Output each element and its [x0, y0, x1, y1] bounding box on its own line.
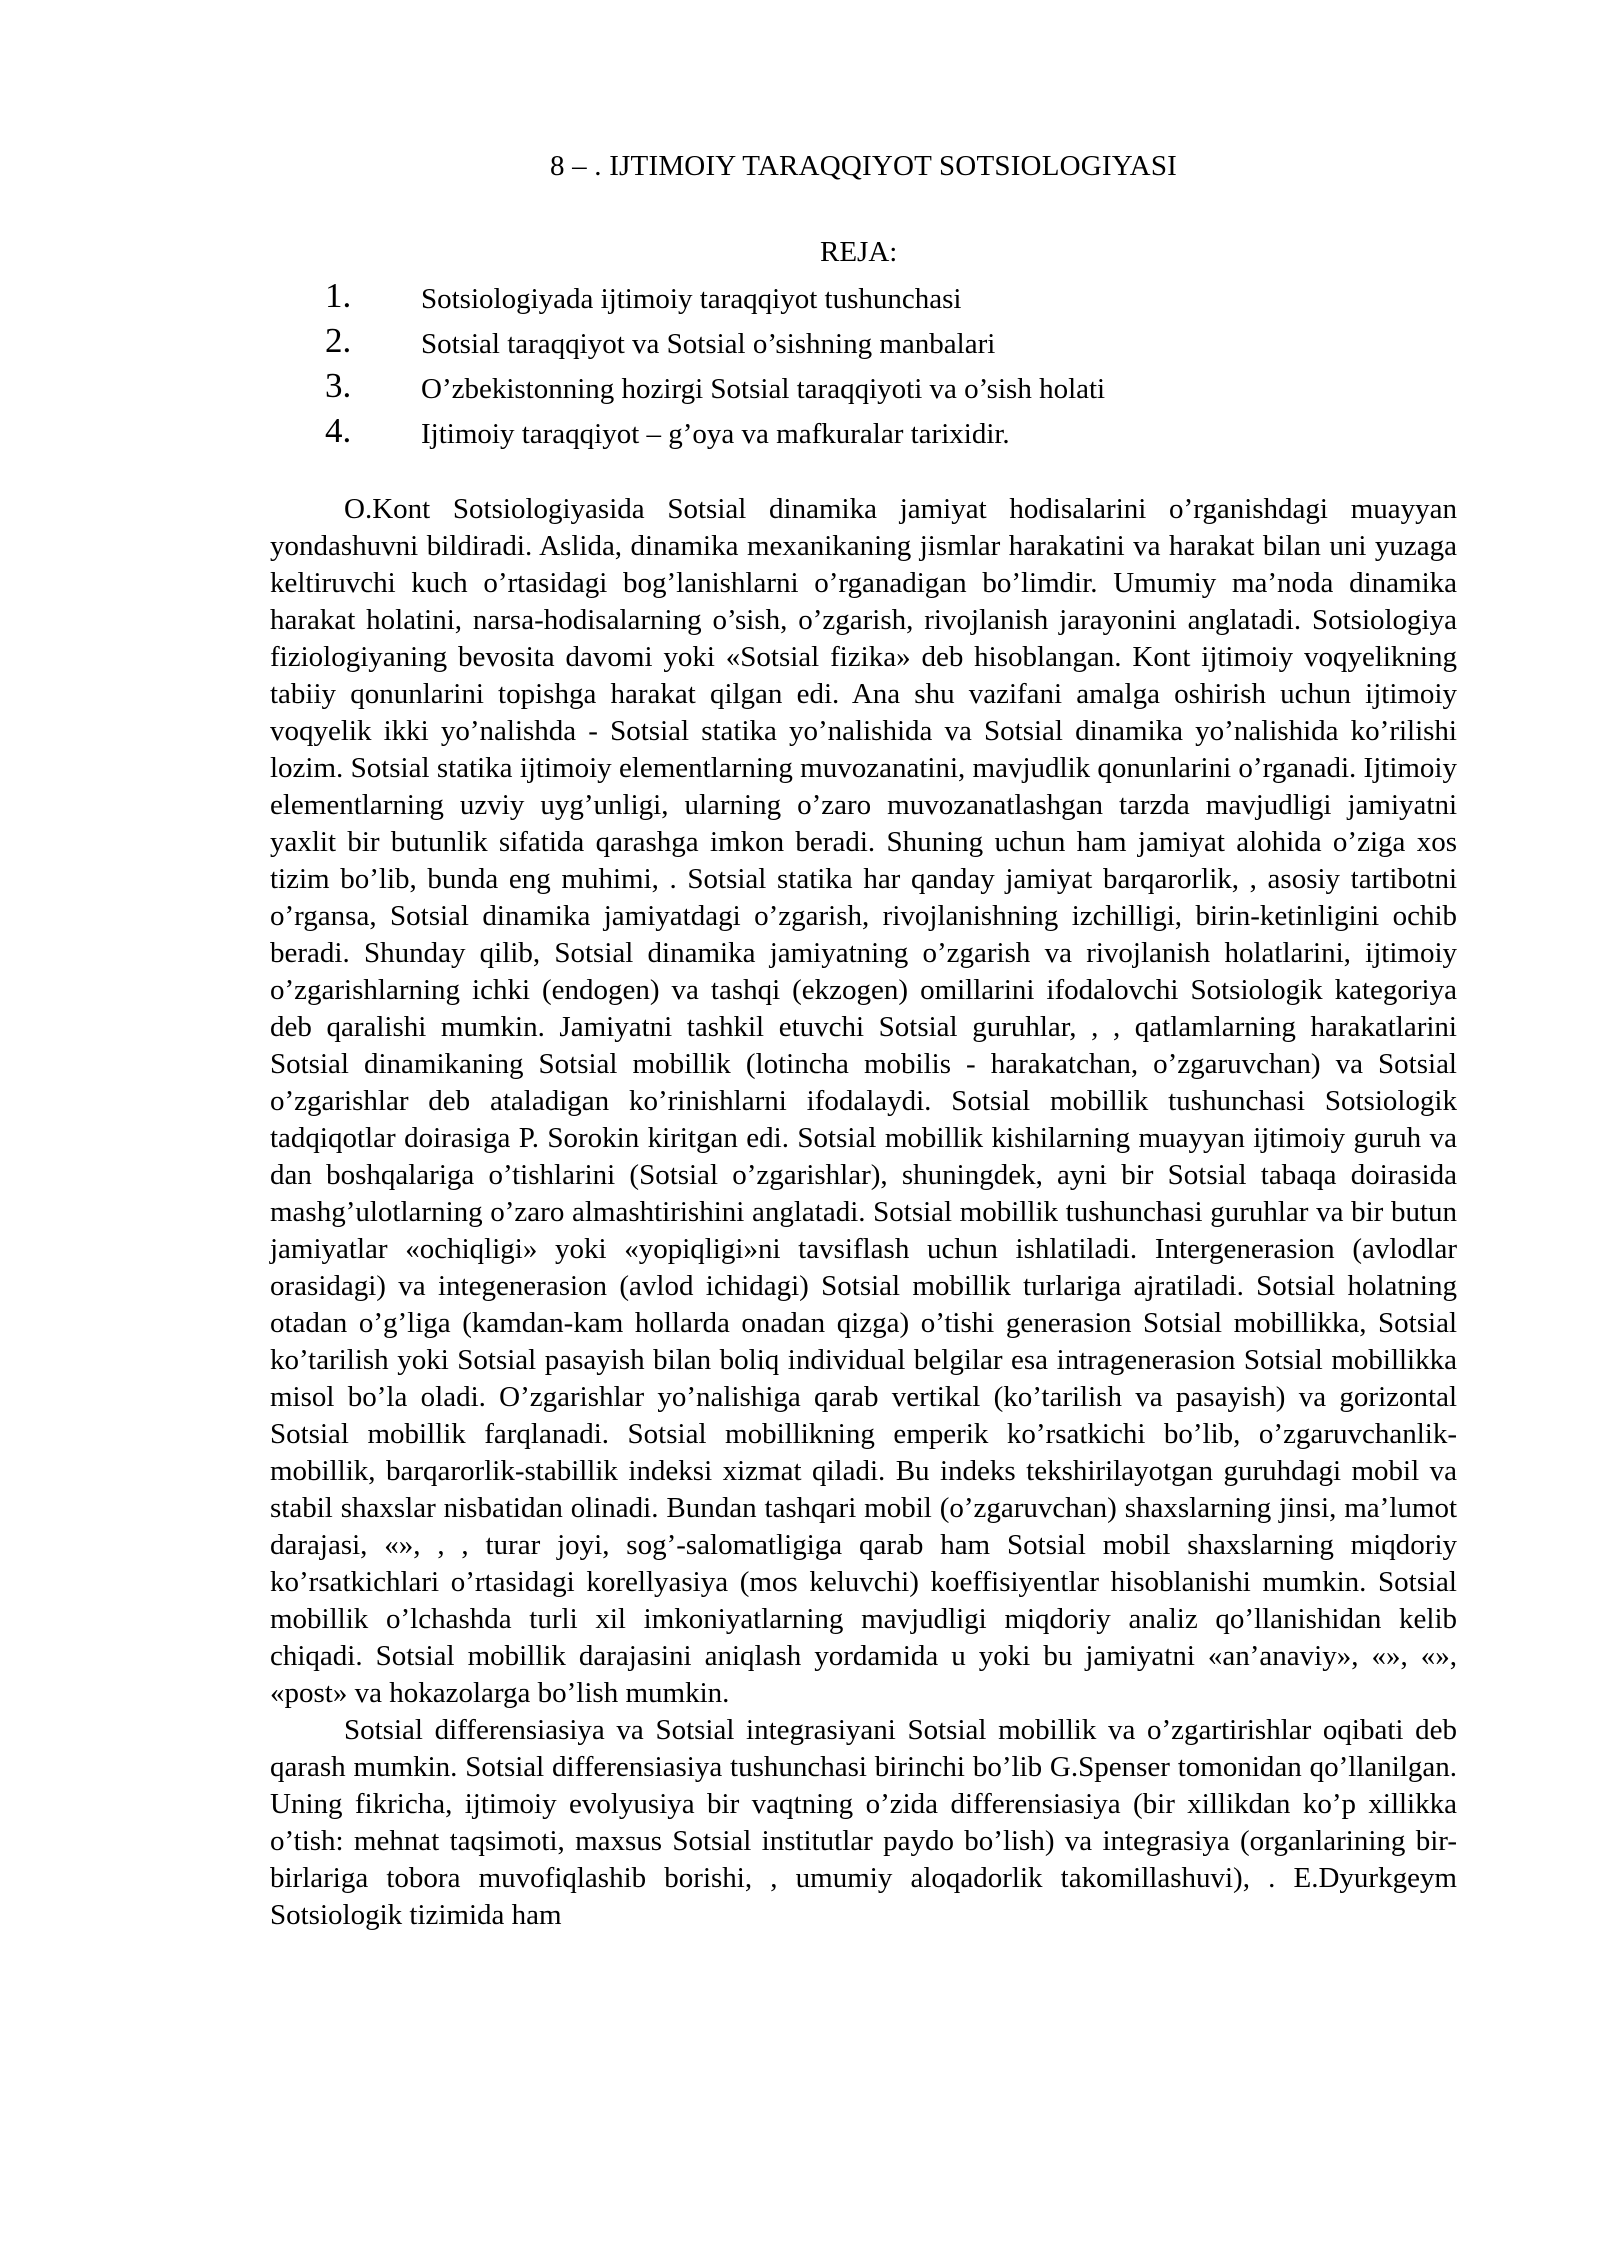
plan-item-number: 1.: [325, 276, 352, 315]
plan-item-text: Sotsial taraqqiyot va Sotsial o’sishning manbalari: [421, 328, 996, 360]
plan-heading: REJA:: [820, 236, 898, 268]
plan-item-text: Sotsiologiyada ijtimoiy taraqqiyot tushunchasi: [421, 283, 962, 315]
paragraph: Sotsial differensiasiya va Sotsial integrasiyani Sotsial mobillik va o’zgartirishlar oqibati deb qarash mumkin. Sotsial differensiasiya tushunchasi birinchi bo’lib G.Spenser tomonidan qo’llanilgan. Uning fikricha, ijtimoiy evolyusiya bir vaqtning o’zida differensiasiya (bir xillikdan ko’p xillikka o’tish: mehnat taqsimoti, maxsus Sotsial institutlar paydo bo’lish) va integrasiya (organlarining bir-birlariga tobora muvofiqlashib borishi, , umumiy aloqadorlik takomillashuvi), . E.Dyurkgeym Sotsiologik tizimida ham: [270, 1714, 1457, 1931]
plan-item-number: 4.: [325, 411, 352, 450]
paragraph: O.Kont Sotsiologiyasida Sotsial dinamika jamiyat hodisalarini o’rganishdagi muayyan yondashuvni bildiradi. Aslida, dinamika mexanikaning jismlar harakatini va harakat bilan uni yuzaga keltiruvchi kuch o’rtasidagi bog’lanishlarni o’rganadigan bo’limdir. Umumiy ma’noda dinamika harakat holatini, narsa-hodisalarning o’sish, o’zgarish, rivojlanish jarayonini anglatadi. Sotsiologiya fiziologiyaning bevosita davomi yoki «Sotsial fizika» deb hisoblangan. Kont ijtimoiy voqyelikning tabiiy qonunlarini topishga harakat qilgan edi. Ana shu vazifani amalga oshirish uchun ijtimoiy voqyelik ikki yo’nalishda - Sotsial statika yo’nalishida va Sotsial dinamika yo’nalishida ko’rilishi lozim. Sotsial statika ijtimoiy elementlarning muvozanatini, mavjudlik qonunlarini o’rganadi. Ijtimoiy elementlarning uzviy uyg’unligi, ularning o’zaro muvozanatlashgan tarzda mavjudligi jamiyatni yaxlit bir butunlik sifatida qarashga imkon beradi. Shuning uchun ham jamiyat alohida o’ziga xos tizim bo’lib, bunda eng muhimi, . Sotsial statika har qanday jamiyat barqarorlik, , asosiy tartibotni o’rgansa, Sotsial dinamika jamiyatdagi o’zgarish, rivojlanishning izchilligi, birin-ketinligini ochib beradi. Shunday qilib, Sotsial dinamika jamiyatning o’zgarish va rivojlanish holatlarini, ijtimoiy o’zgarishlarning ichki (endogen) va tashqi (ekzogen) omillarini ifodalovchi Sotsiologik kategoriya deb qaralishi mumkin. Jamiyatni tashkil etuvchi Sotsial guruhlar, , , qatlamlarning harakatlarini Sotsial dinamikaning Sotsial mobillik (lotincha mobilis - harakatchan, o’zgaruvchan) va Sotsial o’zgarishlar deb ataladigan ko’rinishlarni ifodalaydi. Sotsial mobillik tushunchasi Sotsiologik tadqiqotlar doirasiga P. Sorokin kiritgan edi. Sotsial mobillik kishilarning muayyan ijtimoiy guruh va dan boshqalariga o’tishlarini (Sotsial o’zgarishlar), shuningdek, ayni bir Sotsial tabaqa doirasida mashg’ulotlarning o’zaro almashtirishini anglatadi. Sotsial mobillik tushunchasi guruhlar va bir butun jamiyatlar «ochiqligi» yoki «yopiqligi»ni tavsiflash uchun ishlatiladi. Intergenerasion (avlodlar orasidagi) va integenerasion (avlod ichidagi) Sotsial mobillik turlariga ajratiladi. Sotsial holatning otadan o’g’liga (kamdan-kam hollarda onadan qizga) o’tishi generasion Sotsial mobillikka, Sotsial ko’tarilish yoki Sotsial pasayish bilan boliq individual belgilar esa intragenerasion Sotsial mobillikka misol bo’la oladi. O’zgarishlar yo’nalishiga qarab vertikal (ko’tarilish va pasayish) va gorizontal Sotsial mobillik farqlanadi. Sotsial mobillikning emperik ko’rsatkichi bo’lib, o’zgaruvchanlik-mobillik, barqarorlik-stabillik indeksi xizmat qiladi. Bu indeks tekshirilayotgan guruhdagi mobil va stabil shaxslar nisbatidan olinadi. Bundan tashqari mobil (o’zgaruvchan) shaxslarning jinsi, ma’lumot darajasi, «», , , turar joyi, sog’-salomatligiga qarab ham Sotsial mobil shaxslarning miqdoriy ko’rsatkichlari o’rtasidagi korellyasiya (mos keluvchi) koeffisiyentlar hisoblanishi mumkin. Sotsial mobillik o’lchashda turli xil imkoniyatlarning mavjudligi miqdoriy analiz qo’llanishidan kelib chiqadi. Sotsial mobillik darajasini aniqlash yordamida u yoki bu jamiyatni «an’anaviy», «», «», «post» va hokazolarga bo’lish mumkin.: [270, 493, 1457, 1709]
body-text: [270, 491, 1457, 1934]
plan-item-number: 3.: [325, 366, 352, 405]
document-title: 8 – . IJTIMOIY TARAQQIYOT SOTSIOLOGIYASI: [550, 150, 1178, 182]
plan-item-text: Ijtimoiy taraqqiyot – g’oya va mafkuralar tarixidir.: [421, 418, 1010, 450]
plan-item-text: O’zbekistonning hozirgi Sotsial taraqqiyoti va o’sish holati: [421, 373, 1106, 405]
plan-item-number: 2.: [325, 321, 352, 360]
